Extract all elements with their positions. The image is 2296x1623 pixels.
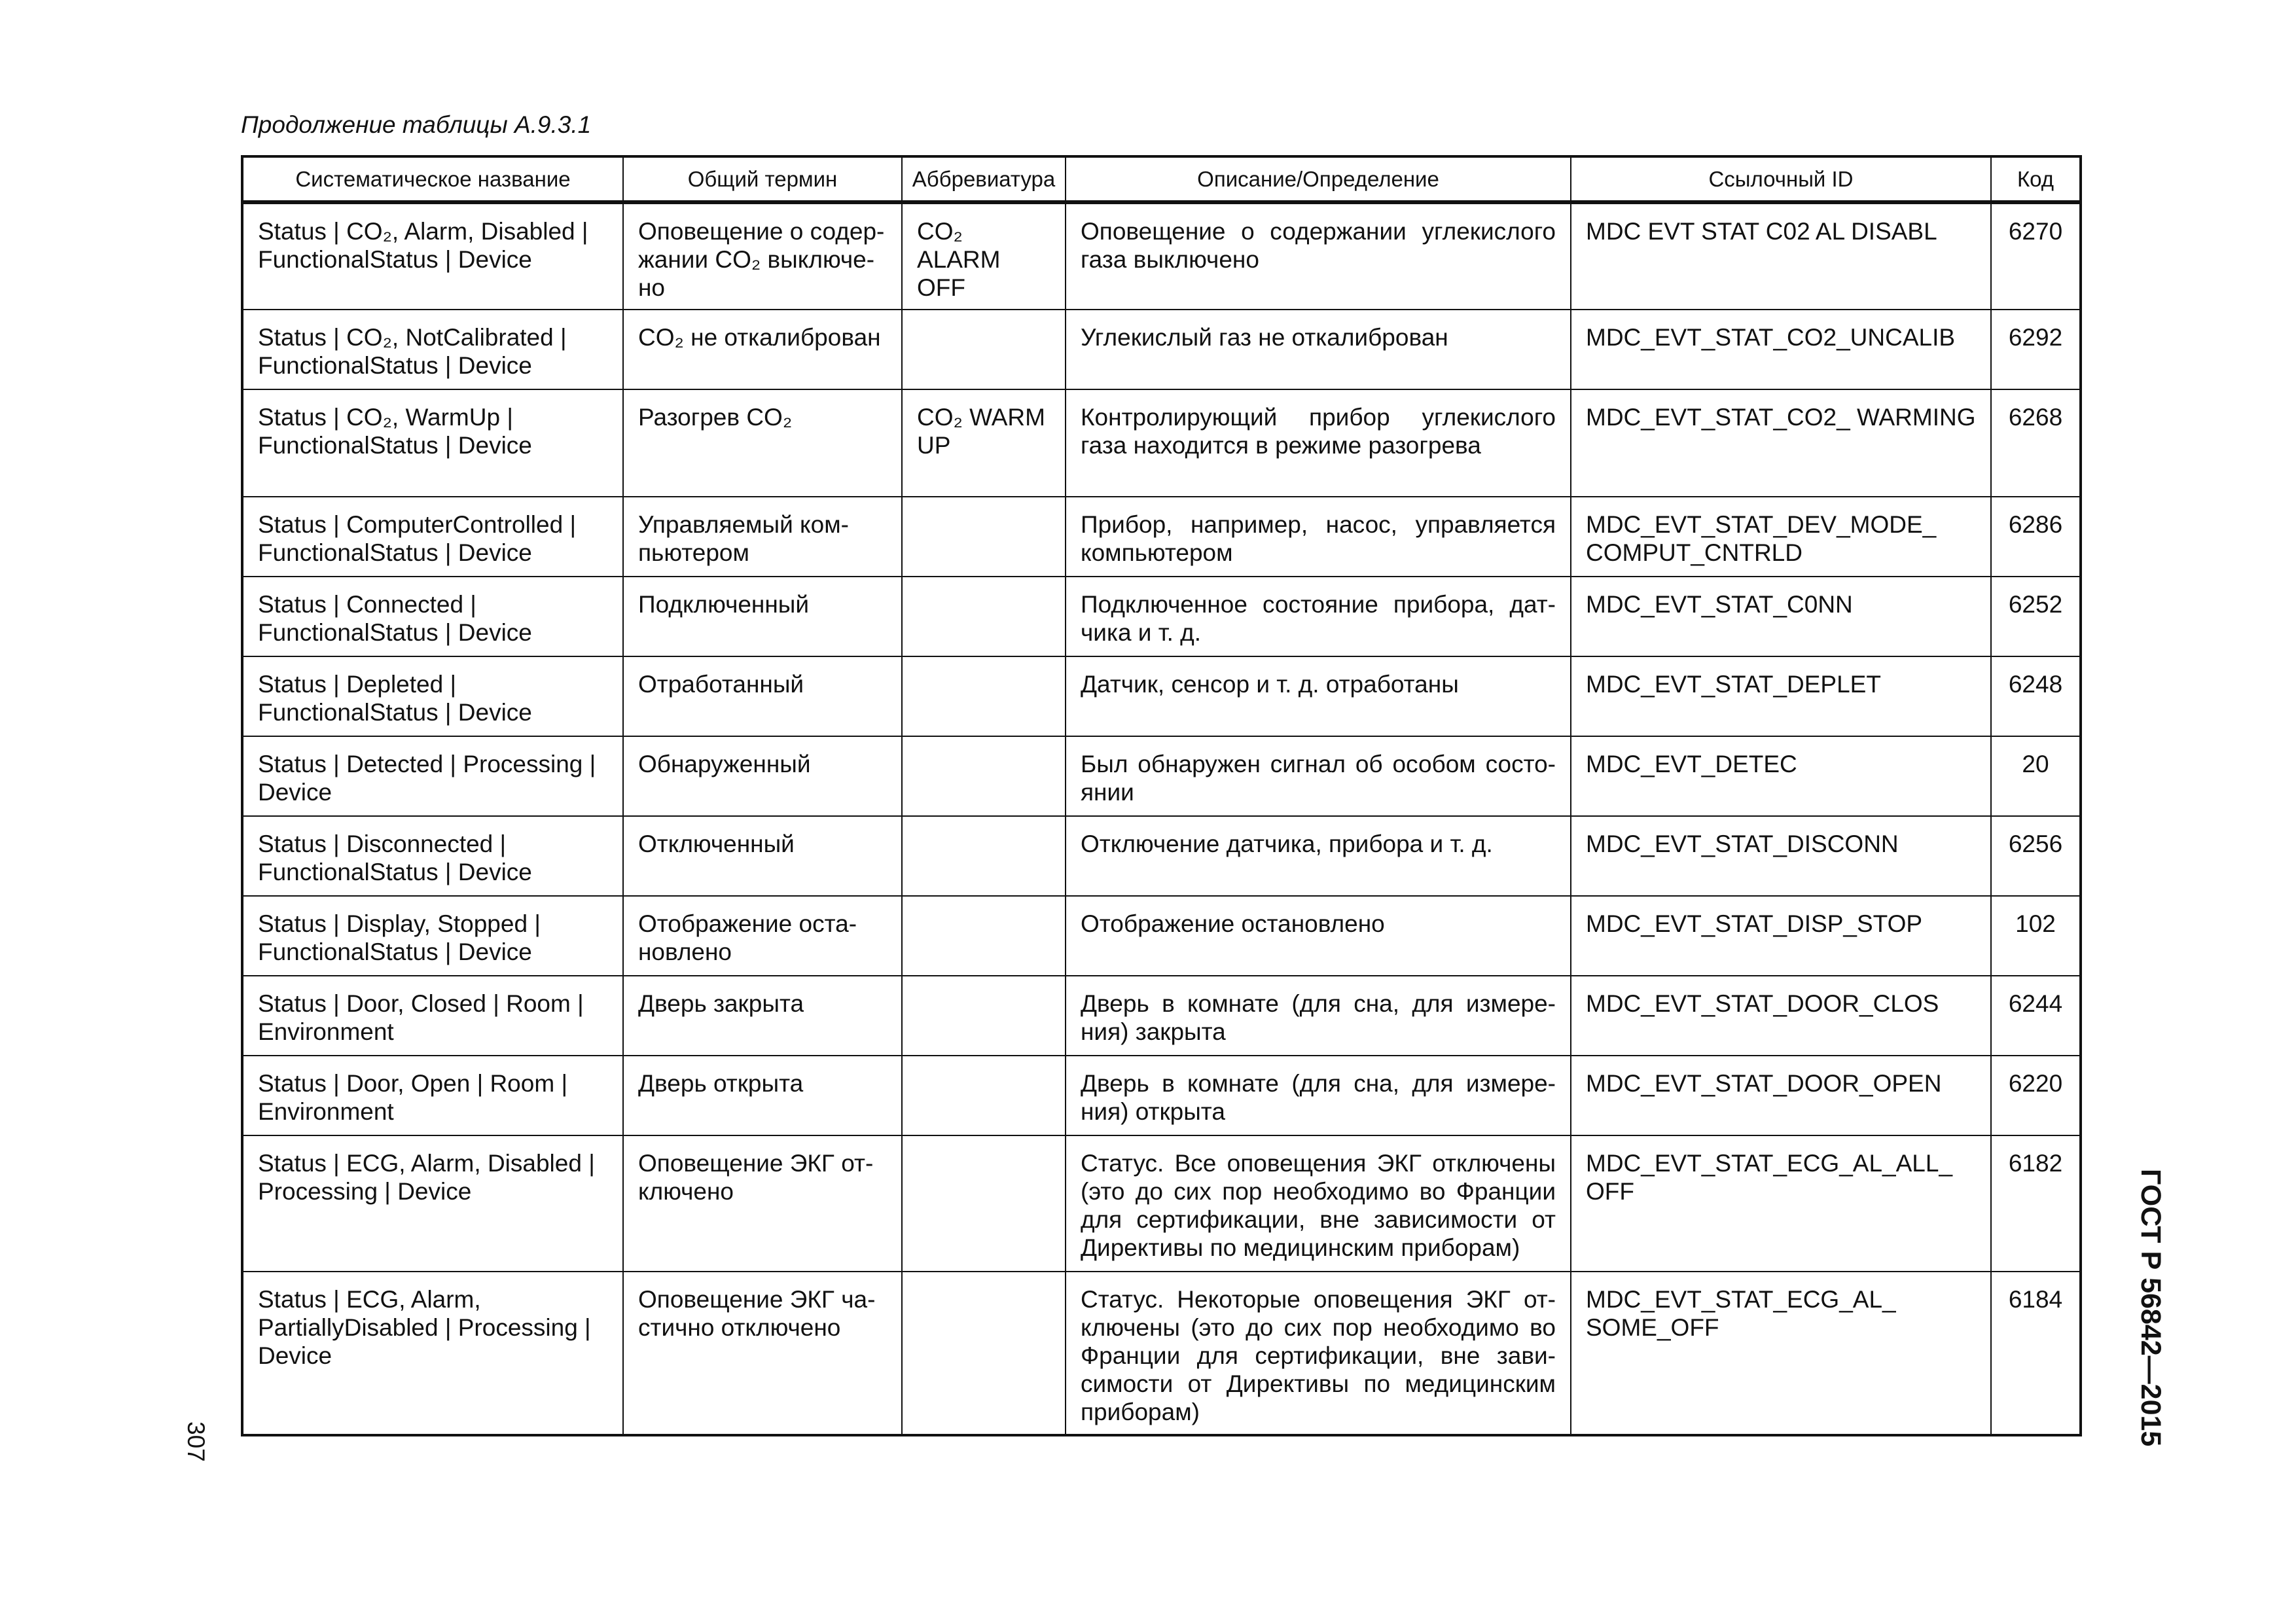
table-row bbox=[242, 577, 2081, 656]
header-description: Описание/Определение bbox=[1066, 156, 1571, 202]
cell-description: Отключение датчика, прибора и т. д. bbox=[1066, 816, 1571, 896]
cell-reference-id: MDC_EVT_STAT_DISP_STOP bbox=[1571, 896, 1991, 976]
cell-code: 6220 bbox=[1991, 1056, 2081, 1135]
cell-common-term: Разогрев CO₂ bbox=[623, 389, 902, 497]
header-reference-id: Ссылочный ID bbox=[1571, 156, 1991, 202]
cell-common-term: Дверь закрыта bbox=[623, 976, 902, 1056]
cell-systematic-name: Status | ECG, Alarm, PartiallyDisabled | Processing | Device bbox=[242, 1272, 623, 1435]
cell-abbreviation bbox=[902, 896, 1066, 976]
table-row bbox=[242, 389, 2081, 497]
cell-description: Отображение остановлено bbox=[1066, 896, 1571, 976]
cell-description: Статус. Все оповещения ЭКГ отключены (это до сих пор необходимо во Франции для сертификации, вне зависимости от Директивы по медицинским приборам) bbox=[1066, 1135, 1571, 1272]
cell-reference-id: MDC_EVT_STAT_CO2_ WARMING bbox=[1571, 389, 1991, 497]
cell-description: Был обнаружен сигнал об особом состо-янии bbox=[1066, 736, 1571, 816]
cell-abbreviation bbox=[902, 976, 1066, 1056]
cell-code: 6244 bbox=[1991, 976, 2081, 1056]
cell-common-term: Оповещение ЭКГ ча-стично отключено bbox=[623, 1272, 902, 1435]
cell-reference-id: MDC_EVT_DETEC bbox=[1571, 736, 1991, 816]
cell-reference-id: MDC_EVT_STAT_DOOR_OPEN bbox=[1571, 1056, 1991, 1135]
cell-common-term: Оповещение ЭКГ от-ключено bbox=[623, 1135, 902, 1272]
cell-abbreviation: CO₂ WARM UP bbox=[902, 389, 1066, 497]
table-row bbox=[242, 1272, 2081, 1435]
standard-designation: ГОСТ Р 56842—2015 bbox=[2135, 1169, 2166, 1447]
cell-code: 6256 bbox=[1991, 816, 2081, 896]
cell-systematic-name: Status | Disconnected | FunctionalStatus | Device bbox=[242, 816, 623, 896]
cell-common-term: Отработанный bbox=[623, 656, 902, 736]
cell-reference-id: MDC EVT STAT C02 AL DISABL bbox=[1571, 202, 1991, 310]
cell-description: Статус. Некоторые оповещения ЭКГ от-ключены (это до сих пор необходимо во Франции для сертификации, вне зави-симости от Директивы по медицинским приборам) bbox=[1066, 1272, 1571, 1435]
table-row bbox=[242, 202, 2081, 310]
table-row bbox=[242, 497, 2081, 577]
terms-table bbox=[241, 155, 2082, 1436]
cell-systematic-name: Status | Depleted | FunctionalStatus | Device bbox=[242, 656, 623, 736]
table-row bbox=[242, 896, 2081, 976]
header-code: Код bbox=[1991, 156, 2081, 202]
header-row bbox=[242, 156, 2081, 202]
cell-abbreviation bbox=[902, 1135, 1066, 1272]
table-row bbox=[242, 736, 2081, 816]
cell-abbreviation bbox=[902, 736, 1066, 816]
cell-reference-id: MDC_EVT_STAT_DEPLET bbox=[1571, 656, 1991, 736]
cell-common-term: Управляемый ком-пьютером bbox=[623, 497, 902, 577]
table-row bbox=[242, 816, 2081, 896]
cell-systematic-name: Status | CO₂, WarmUp | FunctionalStatus | Device bbox=[242, 389, 623, 497]
cell-common-term: Подключенный bbox=[623, 577, 902, 656]
cell-abbreviation bbox=[902, 656, 1066, 736]
cell-systematic-name: Status | Connected | FunctionalStatus | Device bbox=[242, 577, 623, 656]
cell-code: 6292 bbox=[1991, 310, 2081, 389]
cell-abbreviation bbox=[902, 497, 1066, 577]
table-caption: Продолжение таблицы А.9.3.1 bbox=[241, 111, 592, 138]
table-row bbox=[242, 310, 2081, 389]
cell-abbreviation: CO₂ ALARM OFF bbox=[902, 202, 1066, 310]
table-row bbox=[242, 1056, 2081, 1135]
cell-description: Прибор, например, насос, управляется компьютером bbox=[1066, 497, 1571, 577]
cell-common-term: Дверь открыта bbox=[623, 1056, 902, 1135]
cell-common-term: Отображение оста-новлено bbox=[623, 896, 902, 976]
cell-code: 102 bbox=[1991, 896, 2081, 976]
cell-abbreviation bbox=[902, 816, 1066, 896]
page-number: 307 bbox=[183, 1421, 209, 1462]
cell-code: 6182 bbox=[1991, 1135, 2081, 1272]
cell-common-term: Обнаруженный bbox=[623, 736, 902, 816]
cell-abbreviation bbox=[902, 1056, 1066, 1135]
table-row bbox=[242, 976, 2081, 1056]
cell-reference-id: MDC_EVT_STAT_CO2_UNCALIB bbox=[1571, 310, 1991, 389]
cell-code: 6270 bbox=[1991, 202, 2081, 310]
cell-description: Дверь в комнате (для сна, для измере-ния) открыта bbox=[1066, 1056, 1571, 1135]
cell-code: 6268 bbox=[1991, 389, 2081, 497]
cell-description: Углекислый газ не откалиброван bbox=[1066, 310, 1571, 389]
cell-systematic-name: Status | ComputerControlled | FunctionalStatus | Device bbox=[242, 497, 623, 577]
cell-systematic-name: Status | Door, Open | Room | Environment bbox=[242, 1056, 623, 1135]
cell-abbreviation bbox=[902, 577, 1066, 656]
cell-reference-id: MDC_EVT_STAT_ECG_AL_ SOME_OFF bbox=[1571, 1272, 1991, 1435]
header-common-term: Общий термин bbox=[623, 156, 902, 202]
cell-systematic-name: Status | Display, Stopped | FunctionalStatus | Device bbox=[242, 896, 623, 976]
cell-description: Датчик, сенсор и т. д. отработаны bbox=[1066, 656, 1571, 736]
table-row bbox=[242, 656, 2081, 736]
cell-description: Контролирующий прибор углекислого газа находится в режиме разогрева bbox=[1066, 389, 1571, 497]
cell-systematic-name: Status | CO₂, Alarm, Disabled | FunctionalStatus | Device bbox=[242, 202, 623, 310]
cell-description: Оповещение о содержании углекислого газа выключено bbox=[1066, 202, 1571, 310]
cell-systematic-name: Status | CO₂, NotCalibrated | FunctionalStatus | Device bbox=[242, 310, 623, 389]
cell-reference-id: MDC_EVT_STAT_DEV_MODE_ COMPUT_CNTRLD bbox=[1571, 497, 1991, 577]
cell-systematic-name: Status | Door, Closed | Room | Environment bbox=[242, 976, 623, 1056]
cell-systematic-name: Status | Detected | Processing | Device bbox=[242, 736, 623, 816]
cell-code: 6252 bbox=[1991, 577, 2081, 656]
header-systematic-name: Систематическое название bbox=[242, 156, 623, 202]
cell-reference-id: MDC_EVT_STAT_DISCONN bbox=[1571, 816, 1991, 896]
cell-abbreviation bbox=[902, 1272, 1066, 1435]
cell-description: Подключенное состояние прибора, дат-чика и т. д. bbox=[1066, 577, 1571, 656]
table-row bbox=[242, 1135, 2081, 1272]
cell-common-term: Отключенный bbox=[623, 816, 902, 896]
cell-description: Дверь в комнате (для сна, для измере-ния) закрыта bbox=[1066, 976, 1571, 1056]
cell-abbreviation bbox=[902, 310, 1066, 389]
cell-reference-id: MDC_EVT_STAT_ECG_AL_ALL_ OFF bbox=[1571, 1135, 1991, 1272]
cell-common-term: Оповещение о содер-жании CO₂ выключе-но bbox=[623, 202, 902, 310]
cell-code: 6184 bbox=[1991, 1272, 2081, 1435]
cell-code: 20 bbox=[1991, 736, 2081, 816]
cell-reference-id: MDC_EVT_STAT_C0NN bbox=[1571, 577, 1991, 656]
cell-reference-id: MDC_EVT_STAT_DOOR_CLOS bbox=[1571, 976, 1991, 1056]
cell-systematic-name: Status | ECG, Alarm, Disabled | Processing | Device bbox=[242, 1135, 623, 1272]
cell-common-term: CO₂ не откалиброван bbox=[623, 310, 902, 389]
cell-code: 6248 bbox=[1991, 656, 2081, 736]
header-abbreviation: Аббревиатура bbox=[902, 156, 1066, 202]
cell-code: 6286 bbox=[1991, 497, 2081, 577]
